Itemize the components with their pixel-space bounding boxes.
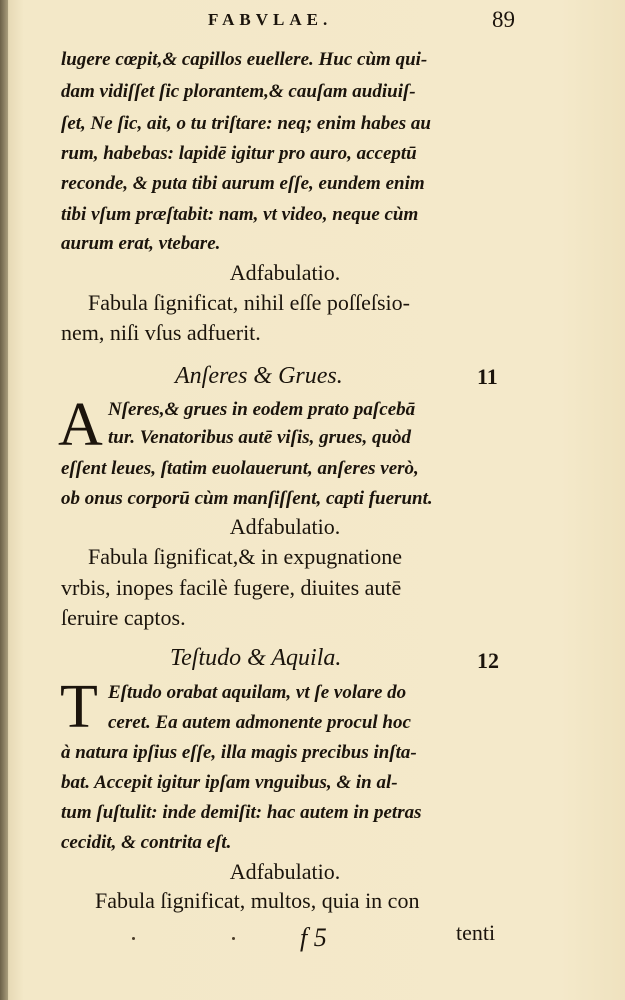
- adfabulatio-heading: Adfabulatio.: [229, 514, 341, 539]
- fable-title: Teſtudo & Aquila.: [170, 645, 342, 671]
- text-line: bat. Accepit igitur ipſam vnguibus, & in al-: [61, 772, 398, 793]
- drop-cap-initial: A: [58, 391, 103, 459]
- page-number: 89: [492, 7, 515, 32]
- page-gutter: [0, 0, 8, 1000]
- moral-line: Fabula ſignificat, nihil eſſe poſſeſsio-: [88, 290, 410, 315]
- text-line: tur. Venatoribus autē viſis, grues, quòd: [108, 427, 412, 448]
- ink-speck: [132, 937, 135, 940]
- running-head: [60, 8, 515, 36]
- drop-cap-initial: T: [60, 673, 98, 741]
- fable-title: Anſeres & Grues.: [175, 363, 343, 389]
- text-line: lugere cœpit,& capillos euellere. Huc cùm qui-: [61, 49, 428, 70]
- text-line: à natura ipſius eſſe, illa magis precibus inſta-: [61, 742, 417, 763]
- signature-mark: f 5: [300, 923, 327, 952]
- text-line: dam vidiſſet ſic plorantem,& cauſam audiuiſ-: [61, 81, 416, 102]
- moral-line: vrbis, inopes facilè fugere, diuites autē: [61, 575, 402, 600]
- text-line: rum, habebas: lapidē igitur pro auro, acceptū: [61, 143, 417, 164]
- text-line: tum ſuſtulit: inde demiſit: hac autem in petras: [61, 802, 422, 823]
- moral-line: Fabula ſignificat,& in expugnatione: [88, 544, 403, 569]
- text-line: aurum erat, vtebare.: [61, 233, 221, 254]
- text-line: Eſtudo orabat aquilam, vt ſe volare do: [108, 682, 407, 703]
- ink-speck: [232, 937, 235, 940]
- text-line: ob onus corporū cùm manſiſſent, capti fuerunt.: [61, 488, 433, 509]
- text-line: eſſent leues, ſtatim euolauerunt, anſeres verò,: [61, 458, 419, 479]
- fable-number: 12: [477, 648, 499, 673]
- text-line: reconde, & puta tibi aurum eſſe, eundem enim: [61, 173, 425, 194]
- moral-line: ſeruire captos.: [61, 605, 186, 630]
- adfabulatio-heading: Adfabulatio.: [229, 260, 341, 285]
- running-head-title: FABVLAE.: [208, 10, 333, 29]
- moral-line: nem, niſi vſus adfuerit.: [61, 320, 261, 345]
- adfabulatio-heading: Adfabulatio.: [229, 859, 341, 884]
- text-line: ſet, Ne ſic, ait, o tu triſtare: neq; enim habes au: [61, 113, 431, 134]
- text-line: ceret. Ea autem admonente procul hoc: [108, 712, 411, 733]
- text-line: tibi vſum præſtabit: nam, vt video, neque cùm: [61, 204, 419, 225]
- catchword: tenti: [456, 920, 496, 945]
- text-line: Nſeres,& grues in eodem prato paſcebā: [108, 399, 416, 420]
- moral-line: Fabula ſignificat, multos, quia in con: [95, 888, 420, 913]
- fable-number: 11: [477, 364, 498, 389]
- text-line: cecidit, & contrita eſt.: [61, 832, 232, 853]
